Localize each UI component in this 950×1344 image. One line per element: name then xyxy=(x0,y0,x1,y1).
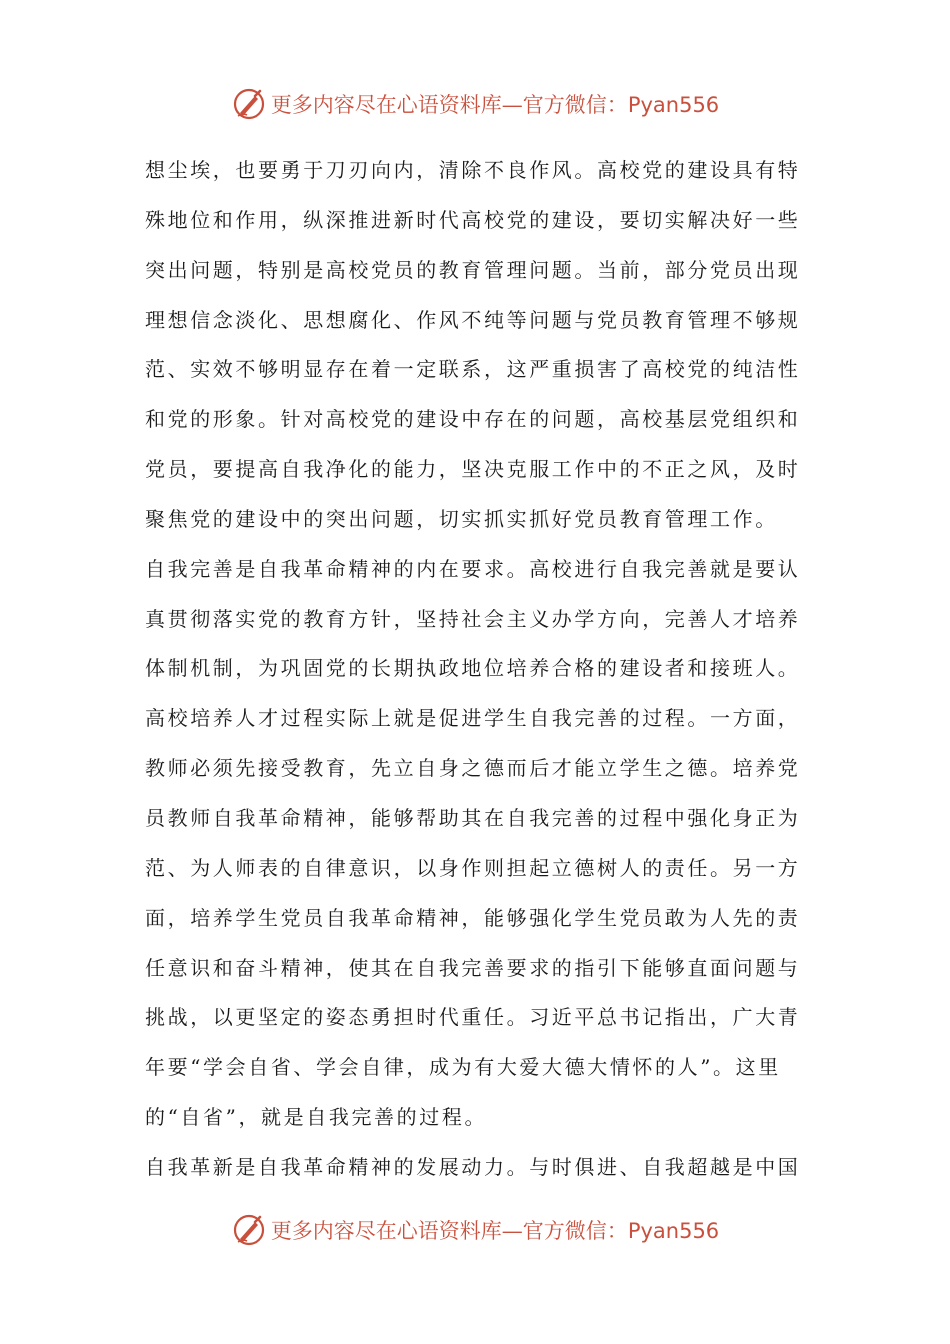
body-line: 员教师自我革命精神，能够帮助其在自我完善的过程中强化身正为 xyxy=(145,805,801,830)
body-line: 真贯彻落实党的教育方针，坚持社会主义办学方向，完善人才培养 xyxy=(145,606,801,631)
body-line: 党员，要提高自我净化的能力，坚决克服工作中的不正之风，及时 xyxy=(145,457,801,482)
body-line: 理想信念淡化、思想腐化、作风不纯等问题与党员教育管理不够规 xyxy=(145,307,801,332)
body-line: 挑战，以更坚定的姿态勇担时代重任。习近平总书记指出，广大青 xyxy=(145,1005,801,1030)
pen-logo-icon xyxy=(231,86,267,122)
body-line: 自我革新是自我革命精神的发展动力。与时俱进、自我超越是中国 xyxy=(145,1154,801,1179)
body-line: 任意识和奋斗精神，使其在自我完善要求的指引下能够直面问题与 xyxy=(145,955,801,980)
body-line: 的“自省”，就是自我完善的过程。 xyxy=(145,1105,488,1130)
body-line: 自我完善是自我革命精神的内在要求。高校进行自我完善就是要认 xyxy=(145,556,801,581)
footer-banner-text xyxy=(271,1215,719,1245)
document-body xyxy=(145,146,807,1193)
body-line: 高校培养人才过程实际上就是促进学生自我完善的过程。一方面， xyxy=(145,706,801,731)
footer-banner-label: 更多内容尽在心语资料库—官方微信： xyxy=(270,1219,628,1243)
body-line: 教师必须先接受教育，先立自身之德而后才能立学生之德。培养党 xyxy=(145,756,801,781)
pen-logo-icon xyxy=(231,1212,267,1248)
body-line: 面，培养学生党员自我革命精神，能够强化学生党员敢为人先的责 xyxy=(145,905,801,930)
body-line: 突出问题，特别是高校党员的教育管理问题。当前，部分党员出现 xyxy=(145,257,801,282)
body-line: 年要“学会自省、学会自律，成为有大爱大德大情怀的人”。这里 xyxy=(145,1055,781,1080)
footer-banner xyxy=(0,1210,950,1250)
header-banner-label: 更多内容尽在心语资料库—官方微信： xyxy=(270,93,628,117)
header-banner-text xyxy=(271,89,719,119)
body-line: 殊地位和作用，纵深推进新时代高校党的建设，要切实解决好一些 xyxy=(145,207,801,232)
footer-banner-wechat-id: Pyan556 xyxy=(627,1219,720,1243)
body-line: 想尘埃，也要勇于刀刃向内，清除不良作风。高校党的建设具有特 xyxy=(145,158,801,182)
body-line: 体制机制，为巩固党的长期执政地位培养合格的建设者和接班人。 xyxy=(145,656,801,681)
body-line: 范、实效不够明显存在着一定联系，这严重损害了高校党的纯洁性 xyxy=(145,357,801,382)
body-line: 聚焦党的建设中的突出问题，切实抓实抓好党员教育管理工作。 xyxy=(145,506,778,531)
header-banner xyxy=(0,84,950,124)
body-line: 和党的形象。针对高校党的建设中存在的问题，高校基层党组织和 xyxy=(145,407,801,432)
body-line: 范、为人师表的自律意识，以身作则担起立德树人的责任。另一方 xyxy=(145,855,801,880)
header-banner-wechat-id: Pyan556 xyxy=(627,93,720,117)
